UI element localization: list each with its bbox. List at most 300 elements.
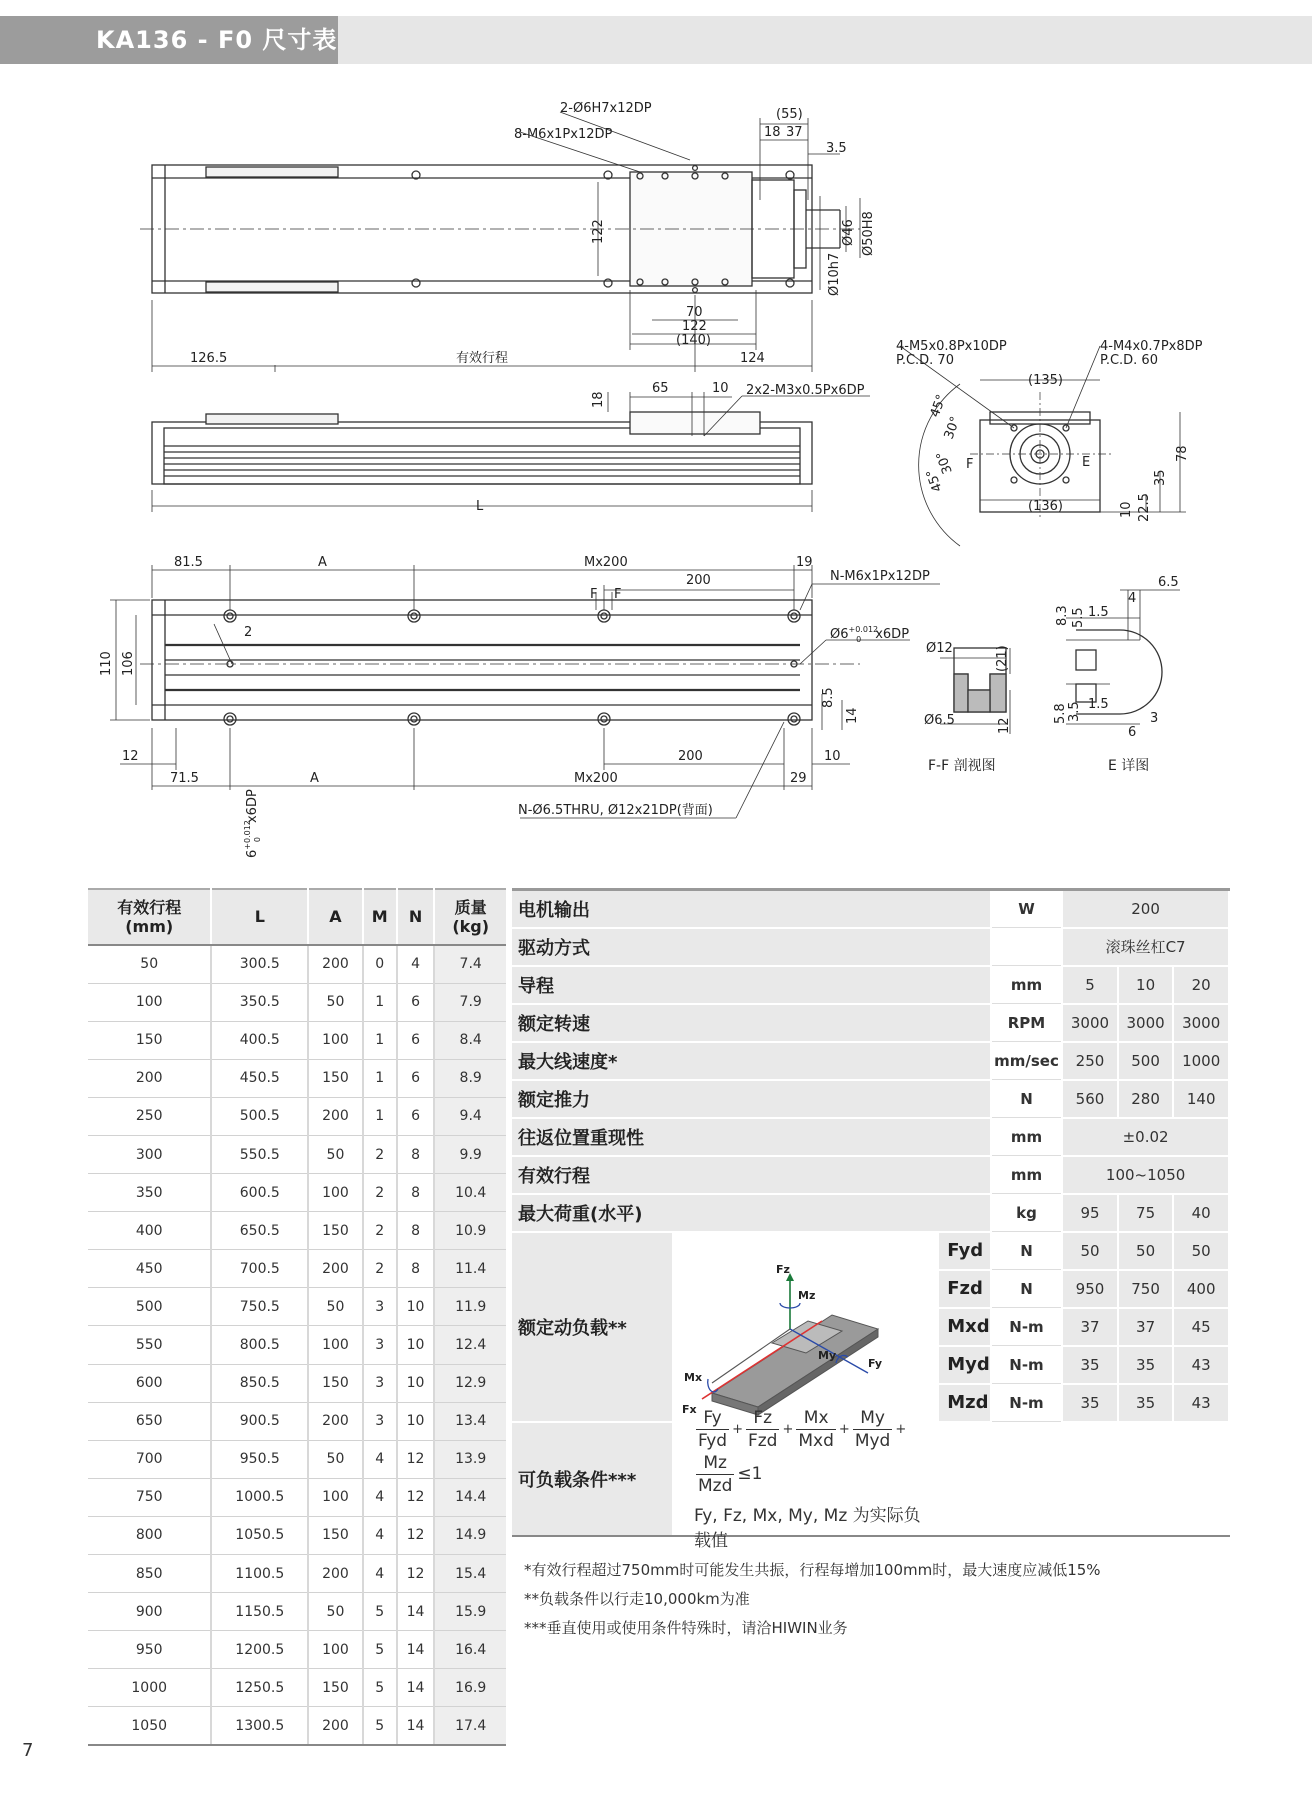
table-row bbox=[88, 1631, 506, 1669]
formula-term: $\frac{Mx}{\text{Mxd}}$ bbox=[798, 1407, 834, 1451]
spec-label: 有效行程 bbox=[512, 1156, 991, 1194]
dim-124: 124 bbox=[740, 351, 765, 366]
footnote: *有效行程超过750mm时可能发生共振，行程每增加100mm时，最大速度应减低15% bbox=[524, 1561, 1101, 1579]
table-cell: 150 bbox=[308, 1669, 363, 1707]
spec-value: 50 bbox=[1062, 1232, 1118, 1270]
size-col-header: 有效行程 (mm) bbox=[88, 889, 211, 945]
table-cell: 850.5 bbox=[211, 1364, 308, 1402]
table-cell: 11.9 bbox=[434, 1288, 506, 1326]
dim-e-3-5: 3.5 bbox=[1067, 701, 1082, 722]
spec-unit: N bbox=[991, 1232, 1062, 1270]
table-cell: 14.4 bbox=[434, 1478, 506, 1516]
dim-65: 65 bbox=[652, 381, 669, 396]
label-pin-holes: 2-Ø6H7x12DP bbox=[560, 101, 652, 116]
dim-side-18: 18 bbox=[591, 391, 606, 408]
table-cell: 500 bbox=[88, 1288, 211, 1326]
dim-mx200-top: Mx200 bbox=[584, 555, 628, 570]
spec-value: 75 bbox=[1118, 1194, 1174, 1232]
caption-ff-section: F-F 剖视图 bbox=[928, 758, 996, 774]
table-cell: 5 bbox=[363, 1669, 397, 1707]
dim-37: 37 bbox=[786, 125, 803, 140]
size-table-body bbox=[88, 945, 506, 1745]
spec-value: 3000 bbox=[1062, 1004, 1118, 1042]
dim-bottom-10: 10 bbox=[824, 749, 841, 764]
dim-stroke: 有效行程 bbox=[456, 351, 509, 366]
dim-e-1-5-top: 1.5 bbox=[1088, 605, 1109, 620]
table-cell: 200 bbox=[308, 1707, 363, 1745]
spec-value: ±0.02 bbox=[1062, 1118, 1229, 1156]
table-cell: 16.9 bbox=[434, 1669, 506, 1707]
table-cell: 950 bbox=[88, 1631, 211, 1669]
page-number: 7 bbox=[22, 1740, 34, 1761]
table-cell: 200 bbox=[308, 945, 363, 983]
dim-10h7: Ø10h7 bbox=[827, 252, 842, 296]
dim-A-top: A bbox=[318, 555, 327, 570]
axis-my: My bbox=[818, 1348, 837, 1362]
table-cell: 600.5 bbox=[211, 1174, 308, 1212]
dim-ff-21: (21) bbox=[995, 645, 1010, 672]
dim-mx200-bottom: Mx200 bbox=[574, 771, 618, 786]
spec-row-payload bbox=[512, 1194, 1229, 1232]
table-row bbox=[88, 1288, 506, 1326]
table-cell: 14 bbox=[397, 1593, 435, 1631]
table-cell: 10.9 bbox=[434, 1212, 506, 1250]
table-cell: 6 bbox=[397, 983, 435, 1021]
spec-row-repeat bbox=[512, 1118, 1229, 1156]
angle-30-bottom: 30° bbox=[933, 448, 956, 476]
label-m5-holes: 4-M5x0.8Px10DP bbox=[896, 339, 1007, 354]
table-cell: 9.9 bbox=[434, 1135, 506, 1173]
table-cell: 150 bbox=[308, 1059, 363, 1097]
table-cell: 1 bbox=[363, 1097, 397, 1135]
spec-value: 45 bbox=[1173, 1308, 1229, 1346]
spec-label: 可负载条件*** bbox=[518, 1469, 637, 1491]
table-cell: 10 bbox=[397, 1402, 435, 1440]
table-row bbox=[88, 1174, 506, 1212]
spec-value: 140 bbox=[1173, 1080, 1229, 1118]
table-cell: 400.5 bbox=[211, 1021, 308, 1059]
label-mount-holes: 8-M6x1Px12DP bbox=[514, 127, 613, 142]
spec-unit: kg bbox=[991, 1194, 1062, 1232]
table-cell: 13.4 bbox=[434, 1402, 506, 1440]
dim-8-5: 8.5 bbox=[821, 687, 836, 708]
dim-L: L bbox=[476, 499, 484, 514]
table-row bbox=[88, 1364, 506, 1402]
spec-table bbox=[512, 888, 1230, 1551]
dim-e-4: 4 bbox=[1128, 591, 1137, 606]
formula-term: $\frac{Fz}{\text{Fzd}}$ bbox=[747, 1407, 778, 1451]
table-cell: 750.5 bbox=[211, 1288, 308, 1326]
table-cell: 12 bbox=[397, 1555, 435, 1593]
label-pin-hole-vertical: $6^{+0.012}0x6DP$ bbox=[243, 789, 262, 858]
spec-row-motor bbox=[512, 890, 1229, 928]
formula-le: ≤1 bbox=[737, 1464, 763, 1484]
table-cell: 0 bbox=[363, 945, 397, 983]
footnote: ***垂直使用或使用条件特殊时，请洽HIWIN业务 bbox=[524, 1619, 848, 1637]
table-cell: 8.4 bbox=[434, 1021, 506, 1059]
table-row bbox=[88, 1021, 506, 1059]
spec-label: 额定动负载** bbox=[518, 1317, 627, 1339]
table-cell: 14.9 bbox=[434, 1516, 506, 1554]
spec-row-thrust bbox=[512, 1080, 1229, 1118]
label-F: F bbox=[966, 457, 974, 472]
table-cell: 8.9 bbox=[434, 1059, 506, 1097]
dim-end-10: 10 bbox=[1119, 501, 1134, 518]
table-cell: 4 bbox=[363, 1440, 397, 1478]
dyn-name: Mxd bbox=[938, 1308, 991, 1346]
table-cell: 4 bbox=[363, 1555, 397, 1593]
size-col-header: N bbox=[397, 889, 435, 945]
table-cell: 6 bbox=[397, 1021, 435, 1059]
spec-unit: mm bbox=[991, 966, 1062, 1004]
table-cell: 4 bbox=[397, 945, 435, 983]
dim-side-10: 10 bbox=[712, 381, 729, 396]
table-cell: 9.4 bbox=[434, 1097, 506, 1135]
table-cell: 14 bbox=[397, 1707, 435, 1745]
formula-term: $\frac{Mz}{\text{Mzd}}$ bbox=[698, 1452, 733, 1496]
spec-value: 10 bbox=[1118, 966, 1174, 1004]
axis-mz: Mz bbox=[798, 1288, 816, 1302]
dim-e-1-5-bottom: 1.5 bbox=[1088, 697, 1109, 712]
dim-2: 2 bbox=[244, 625, 253, 640]
dim-200-bottom: 200 bbox=[678, 749, 703, 764]
table-cell: 550.5 bbox=[211, 1135, 308, 1173]
spec-value: 43 bbox=[1173, 1384, 1229, 1422]
dim-14: 14 bbox=[845, 707, 860, 724]
dim-ff-12b: 12 bbox=[997, 717, 1012, 734]
table-row bbox=[88, 1593, 506, 1631]
table-cell: 550 bbox=[88, 1326, 211, 1364]
dim-71-5: 71.5 bbox=[170, 771, 199, 786]
table-cell: 50 bbox=[308, 1440, 363, 1478]
spec-unit: W bbox=[991, 890, 1062, 928]
table-cell: 10.4 bbox=[434, 1174, 506, 1212]
spec-unit: N-m bbox=[991, 1346, 1062, 1384]
table-cell: 700.5 bbox=[211, 1250, 308, 1288]
spec-value: 35 bbox=[1062, 1346, 1118, 1384]
size-table bbox=[88, 888, 506, 1746]
table-cell: 5 bbox=[363, 1631, 397, 1669]
table-row bbox=[88, 1135, 506, 1173]
table-cell: 3 bbox=[363, 1288, 397, 1326]
table-cell: 15.9 bbox=[434, 1593, 506, 1631]
dim-78: 78 bbox=[1175, 445, 1190, 462]
size-col-header: 质量 (kg) bbox=[434, 889, 506, 945]
spec-unit: N bbox=[991, 1270, 1062, 1308]
spec-unit: N bbox=[991, 1080, 1062, 1118]
spec-value: 35 bbox=[1118, 1384, 1174, 1422]
formula-line: $\frac{Fy}{\text{Fyd}}$ + $\frac{Fz}{\text{Fzd}}$ + $\frac{Mx}{\text{Mxd}}$ + $\frac{My}{\text{Myd}}$ + $\frac{Mz}{\text{Mzd}}$ ≤1 bbox=[698, 1407, 907, 1496]
spec-label: 驱动方式 bbox=[512, 928, 991, 966]
table-cell: 150 bbox=[88, 1021, 211, 1059]
table-cell: 1150.5 bbox=[211, 1593, 308, 1631]
table-cell: 4 bbox=[363, 1516, 397, 1554]
table-cell: 6 bbox=[397, 1097, 435, 1135]
table-cell: 100 bbox=[308, 1326, 363, 1364]
spec-value: 20 bbox=[1173, 966, 1229, 1004]
spec-label: 电机输出 bbox=[512, 890, 991, 928]
table-cell: 250 bbox=[88, 1097, 211, 1135]
spec-value: 35 bbox=[1118, 1346, 1174, 1384]
table-cell: 15.4 bbox=[434, 1555, 506, 1593]
table-cell: 100 bbox=[308, 1021, 363, 1059]
dim-122-vertical: 122 bbox=[591, 219, 606, 244]
table-cell: 50 bbox=[308, 1135, 363, 1173]
spec-unit: mm/sec bbox=[991, 1042, 1062, 1080]
spec-label: 最大线速度* bbox=[512, 1042, 991, 1080]
table-cell: 12.9 bbox=[434, 1364, 506, 1402]
table-cell: 1200.5 bbox=[211, 1631, 308, 1669]
table-row bbox=[88, 1212, 506, 1250]
dim-22-5: 22.5 bbox=[1137, 493, 1152, 522]
spec-unit: mm bbox=[991, 1156, 1062, 1194]
size-col-header: M bbox=[363, 889, 397, 945]
spec-unit: N-m bbox=[991, 1308, 1062, 1346]
table-cell: 1 bbox=[363, 1059, 397, 1097]
footnotes bbox=[524, 1556, 1224, 1643]
axis-fx: Fx bbox=[682, 1402, 697, 1416]
table-cell: 800 bbox=[88, 1516, 211, 1554]
table-cell: 100 bbox=[308, 1478, 363, 1516]
label-pcd70: P.C.D. 70 bbox=[896, 353, 954, 368]
dim-e-8-3: 8.3 bbox=[1055, 605, 1070, 626]
label-nm6-holes: N-M6x1Px12DP bbox=[830, 569, 930, 584]
table-row bbox=[88, 1555, 506, 1593]
dim-29: 29 bbox=[790, 771, 807, 786]
spec-value: 40 bbox=[1173, 1194, 1229, 1232]
spec-row-condition bbox=[512, 1422, 1229, 1536]
dim-e-6: 6 bbox=[1128, 725, 1137, 740]
table-cell: 17.4 bbox=[434, 1707, 506, 1745]
table-cell: 300 bbox=[88, 1135, 211, 1173]
dim-135: (135) bbox=[1028, 373, 1063, 388]
dyn-name: Myd bbox=[938, 1346, 991, 1384]
spec-value: 5 bbox=[1062, 966, 1118, 1004]
condition-filler bbox=[938, 1422, 1229, 1536]
table-cell: 3 bbox=[363, 1364, 397, 1402]
table-cell: 450.5 bbox=[211, 1059, 308, 1097]
table-row bbox=[88, 1440, 506, 1478]
spec-row-vmax bbox=[512, 1042, 1229, 1080]
spec-row-drive bbox=[512, 928, 1229, 966]
spec-label: 导程 bbox=[512, 966, 991, 1004]
spec-value: 1000 bbox=[1173, 1042, 1229, 1080]
table-cell: 3 bbox=[363, 1326, 397, 1364]
table-row bbox=[88, 1097, 506, 1135]
size-col-header: L bbox=[211, 889, 308, 945]
table-cell: 1000 bbox=[88, 1669, 211, 1707]
condition-note: Fy, Fz, Mx, My, Mz 为实际负载值 bbox=[694, 1505, 921, 1551]
label-pin-hole: $Ø6^{+0.012}$ 0 x6DP bbox=[830, 625, 910, 644]
table-cell: 7.9 bbox=[434, 983, 506, 1021]
table-cell: 11.4 bbox=[434, 1250, 506, 1288]
table-cell: 600 bbox=[88, 1364, 211, 1402]
table-cell: 5 bbox=[363, 1707, 397, 1745]
dim-ff-6-5: Ø6.5 bbox=[924, 713, 955, 728]
table-cell: 150 bbox=[308, 1516, 363, 1554]
table-cell: 5 bbox=[363, 1593, 397, 1631]
table-row bbox=[88, 1326, 506, 1364]
spec-unit: N-m bbox=[991, 1384, 1062, 1422]
dim-3-5: 3.5 bbox=[826, 141, 847, 156]
dynamic-load-cell bbox=[512, 1232, 938, 1422]
table-cell: 1050 bbox=[88, 1707, 211, 1745]
table-cell: 12 bbox=[397, 1440, 435, 1478]
table-cell: 100 bbox=[88, 983, 211, 1021]
dim-18: 18 bbox=[764, 125, 781, 140]
table-cell: 3 bbox=[363, 1402, 397, 1440]
table-cell: 8 bbox=[397, 1250, 435, 1288]
spec-unit: mm bbox=[991, 1118, 1062, 1156]
dim-35: 35 bbox=[1153, 469, 1168, 486]
table-cell: 200 bbox=[308, 1402, 363, 1440]
spec-value: 750 bbox=[1118, 1270, 1174, 1308]
spec-label: 额定转速 bbox=[512, 1004, 991, 1042]
spec-value: 200 bbox=[1062, 890, 1229, 928]
technical-drawing bbox=[0, 80, 1312, 880]
spec-value: 250 bbox=[1062, 1042, 1118, 1080]
dim-e-6-5: 6.5 bbox=[1158, 575, 1179, 590]
table-cell: 700 bbox=[88, 1440, 211, 1478]
label-section-F-left: F bbox=[590, 587, 598, 602]
table-cell: 50 bbox=[308, 1288, 363, 1326]
dim-50h8: Ø50H8 bbox=[861, 211, 876, 256]
table-cell: 7.4 bbox=[434, 945, 506, 983]
table-cell: 350 bbox=[88, 1174, 211, 1212]
page-title: KA136 - F0 尺寸表 bbox=[96, 26, 338, 54]
angle-45-top: 45° bbox=[927, 392, 950, 420]
table-cell: 900.5 bbox=[211, 1402, 308, 1440]
spec-value: 95 bbox=[1062, 1194, 1118, 1232]
table-cell: 4 bbox=[363, 1478, 397, 1516]
table-cell: 450 bbox=[88, 1250, 211, 1288]
table-cell: 50 bbox=[88, 945, 211, 983]
table-cell: 500.5 bbox=[211, 1097, 308, 1135]
dim-106: 106 bbox=[121, 651, 136, 676]
table-cell: 200 bbox=[88, 1059, 211, 1097]
angle-30-top: 30° bbox=[941, 414, 964, 442]
table-cell: 10 bbox=[397, 1364, 435, 1402]
table-row bbox=[88, 945, 506, 983]
label-m3-holes: 2x2-M3x0.5Px6DP bbox=[746, 383, 865, 398]
dim-110: 110 bbox=[99, 651, 114, 676]
spec-row-speed bbox=[512, 1004, 1229, 1042]
spec-row-stroke bbox=[512, 1156, 1229, 1194]
table-cell: 650.5 bbox=[211, 1212, 308, 1250]
table-cell: 2 bbox=[363, 1135, 397, 1173]
dim-46: Ø46 bbox=[841, 219, 856, 246]
label-m4-holes: 4-M4x0.7Px8DP bbox=[1100, 339, 1203, 354]
table-cell: 2 bbox=[363, 1174, 397, 1212]
dim-A-bottom: A bbox=[310, 771, 319, 786]
table-cell: 1000.5 bbox=[211, 1478, 308, 1516]
table-cell: 50 bbox=[308, 1593, 363, 1631]
table-cell: 350.5 bbox=[211, 983, 308, 1021]
dim-126-5: 126.5 bbox=[190, 351, 228, 366]
table-cell: 300.5 bbox=[211, 945, 308, 983]
size-table-header bbox=[88, 889, 506, 945]
dim-122: 122 bbox=[682, 319, 707, 334]
table-cell: 10 bbox=[397, 1288, 435, 1326]
spec-value: 950 bbox=[1062, 1270, 1118, 1308]
spec-value: 100~1050 bbox=[1062, 1156, 1229, 1194]
table-cell: 6 bbox=[397, 1059, 435, 1097]
load-axes-svg bbox=[672, 1233, 890, 1421]
caption-e-detail: E 详图 bbox=[1108, 758, 1150, 774]
label-thru-holes: N-Ø6.5THRU, Ø12x21DP(背面) bbox=[518, 803, 713, 818]
label-section-F-right: F bbox=[614, 587, 622, 602]
table-cell: 13.9 bbox=[434, 1440, 506, 1478]
axis-mx: Mx bbox=[684, 1370, 703, 1384]
dim-ff-12: Ø12 bbox=[926, 641, 953, 656]
spec-value: 50 bbox=[1118, 1232, 1174, 1270]
table-row bbox=[88, 1059, 506, 1097]
table-cell: 400 bbox=[88, 1212, 211, 1250]
table-cell: 650 bbox=[88, 1402, 211, 1440]
table-cell: 1050.5 bbox=[211, 1516, 308, 1554]
dim-81-5: 81.5 bbox=[174, 555, 203, 570]
table-cell: 14 bbox=[397, 1669, 435, 1707]
table-cell: 16.4 bbox=[434, 1631, 506, 1669]
spec-value: 43 bbox=[1173, 1346, 1229, 1384]
spec-label: 最大荷重(水平) bbox=[512, 1194, 991, 1232]
footnote: **负载条件以行走10,000km为准 bbox=[524, 1590, 750, 1608]
table-row bbox=[88, 983, 506, 1021]
axis-fz: Fz bbox=[776, 1262, 790, 1276]
table-row bbox=[88, 1478, 506, 1516]
table-cell: 2 bbox=[363, 1212, 397, 1250]
spec-value: 滚珠丝杠C7 bbox=[1062, 928, 1229, 966]
formula-term: $\frac{Fy}{\text{Fyd}}$ bbox=[698, 1407, 728, 1451]
dim-140: (140) bbox=[676, 333, 711, 348]
spec-value: 35 bbox=[1062, 1384, 1118, 1422]
spec-row-lead bbox=[512, 966, 1229, 1004]
table-cell: 100 bbox=[308, 1174, 363, 1212]
dyn-name: Fyd bbox=[938, 1232, 991, 1270]
formula-term: $\frac{My}{\text{Myd}}$ bbox=[854, 1407, 891, 1451]
spec-value: 280 bbox=[1118, 1080, 1174, 1118]
table-cell: 150 bbox=[308, 1212, 363, 1250]
table-cell: 8 bbox=[397, 1174, 435, 1212]
table-cell: 950.5 bbox=[211, 1440, 308, 1478]
table-cell: 14 bbox=[397, 1631, 435, 1669]
table-cell: 12.4 bbox=[434, 1326, 506, 1364]
table-row bbox=[88, 1402, 506, 1440]
table-cell: 150 bbox=[308, 1364, 363, 1402]
table-cell: 1 bbox=[363, 1021, 397, 1059]
table-row bbox=[88, 1516, 506, 1554]
label-E: E bbox=[1082, 455, 1091, 470]
dim-55: (55) bbox=[776, 107, 803, 122]
table-cell: 2 bbox=[363, 1250, 397, 1288]
size-col-header: A bbox=[308, 889, 363, 945]
spec-value: 37 bbox=[1062, 1308, 1118, 1346]
drawing-svg bbox=[0, 80, 1312, 880]
table-cell: 750 bbox=[88, 1478, 211, 1516]
spec-value: 37 bbox=[1118, 1308, 1174, 1346]
dim-e-3: 3 bbox=[1150, 711, 1159, 726]
angle-45-bottom: 45° bbox=[923, 466, 946, 494]
spec-row-fyd bbox=[512, 1232, 1229, 1270]
dyn-name: Mzd bbox=[938, 1384, 991, 1422]
table-row bbox=[88, 1250, 506, 1288]
spec-value: 400 bbox=[1173, 1270, 1229, 1308]
spec-label: 额定推力 bbox=[512, 1080, 991, 1118]
spec-unit: RPM bbox=[991, 1004, 1062, 1042]
table-cell: 8 bbox=[397, 1212, 435, 1250]
table-cell: 1 bbox=[363, 983, 397, 1021]
label-pcd60: P.C.D. 60 bbox=[1100, 353, 1158, 368]
